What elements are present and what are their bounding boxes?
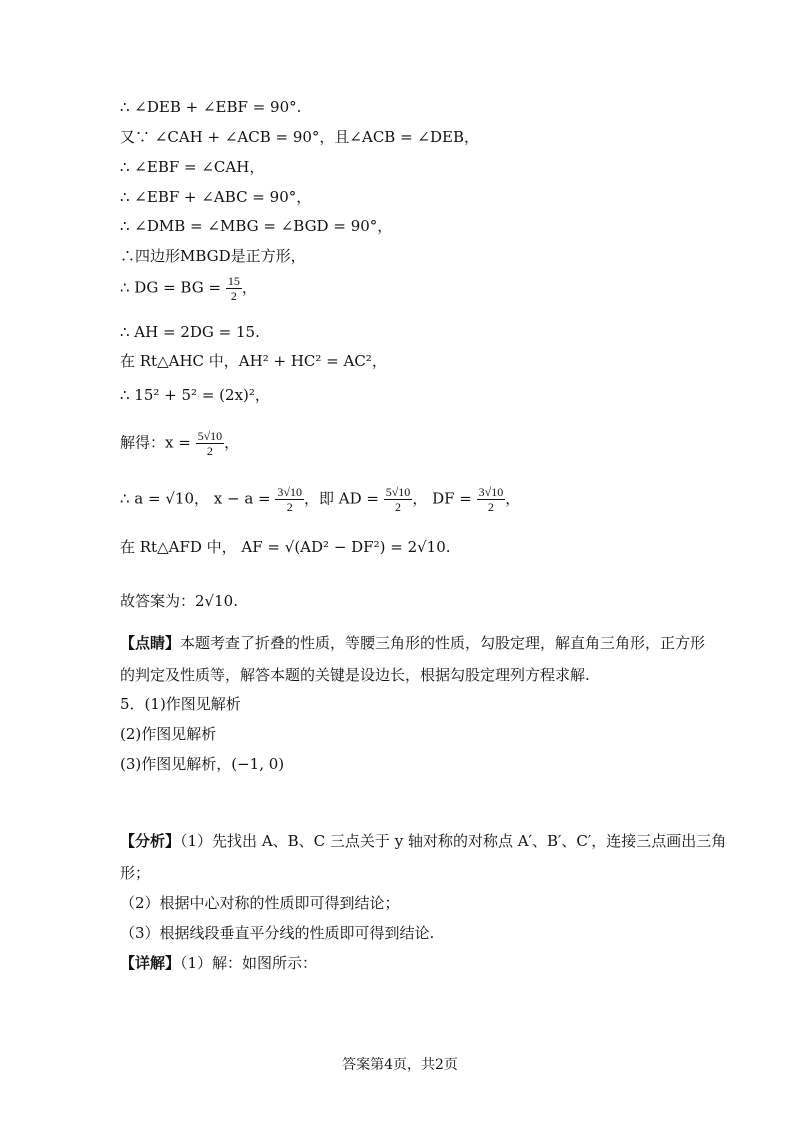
line-22: （2）根据中心对称的性质即可得到结论； (120, 894, 400, 912)
line-1: ∴ ∠DEB + ∠EBF = 90°. (120, 98, 302, 116)
section-tag: 【点睛】 (120, 634, 181, 652)
line-12: ∴ a = √10， x − a = $\frac{3√10}{2}$ ，即 AD = $\frac{5√10}{2}$ ， DF = $\frac{3√10}{2}$ ， (120, 485, 521, 514)
line-23: （3）根据线段垂直平分线的性质即可得到结论. (120, 924, 435, 942)
line-6: ∴四边形MBGD是正方形， (120, 247, 306, 265)
line-14: 故答案为：2√10. (120, 592, 238, 610)
section-tag: 【分析】 (120, 832, 181, 850)
line-7: ∴ DG = BG = $\frac{15}{2}$ ， (120, 274, 257, 303)
section-tag: 【详解】 (120, 954, 181, 972)
fraction: $\frac{5√10}{2}$ (197, 429, 223, 458)
line-21: 形； (120, 864, 151, 882)
line-24: 【详解】（1）解：如图所示： (120, 954, 318, 972)
fraction: $\frac{3√10}{2}$ (478, 485, 504, 514)
line-11: 解得：x = $\frac{5√10}{2}$ ， (120, 429, 240, 458)
line-13: 在 Rt△AFD 中， AF = √(AD² − DF²) = 2√10. (120, 538, 451, 556)
line-10: ∴ 15² + 5² = (2x)²， (120, 386, 270, 404)
line-8: ∴ AH = 2DG = 15. (120, 323, 260, 341)
fraction: $\frac{3√10}{2}$ (277, 485, 302, 514)
line-4: ∴ ∠EBF + ∠ABC = 90°， (120, 188, 312, 206)
line-20: 【分析】（1）先找出 A、B、C 三点关于 y 轴对称的对称点 A′、B′、C′，连接三点画出三角 (120, 832, 727, 850)
fraction: $\frac{5√10}{2}$ (385, 485, 411, 514)
line-3: ∴ ∠EBF = ∠CAH， (120, 158, 265, 176)
line-19: (3)作图见解析，(−1, 0) (120, 755, 285, 773)
line-17: 5．(1)作图见解析 (120, 695, 241, 713)
page-footer: 答案第4页，共2页 (342, 1057, 458, 1073)
line-18: (2)作图见解析 (120, 725, 217, 743)
fraction: $\frac{15}{2}$ (227, 274, 240, 303)
line-5: ∴ ∠DMB = ∠MBG = ∠BGD = 90°， (120, 217, 393, 235)
line-15: 【点睛】本题考查了折叠的性质，等腰三角形的性质，勾股定理，解直角三角形，正方形 (120, 634, 706, 652)
line-16: 的判定及性质等，解答本题的关键是设边长，根据勾股定理列方程求解. (120, 666, 590, 684)
line-2: 又∵ ∠CAH + ∠ACB = 90°，且∠ACB = ∠DEB， (120, 128, 479, 146)
line-9: 在 Rt△AHC 中，AH² + HC² = AC²， (120, 352, 387, 370)
